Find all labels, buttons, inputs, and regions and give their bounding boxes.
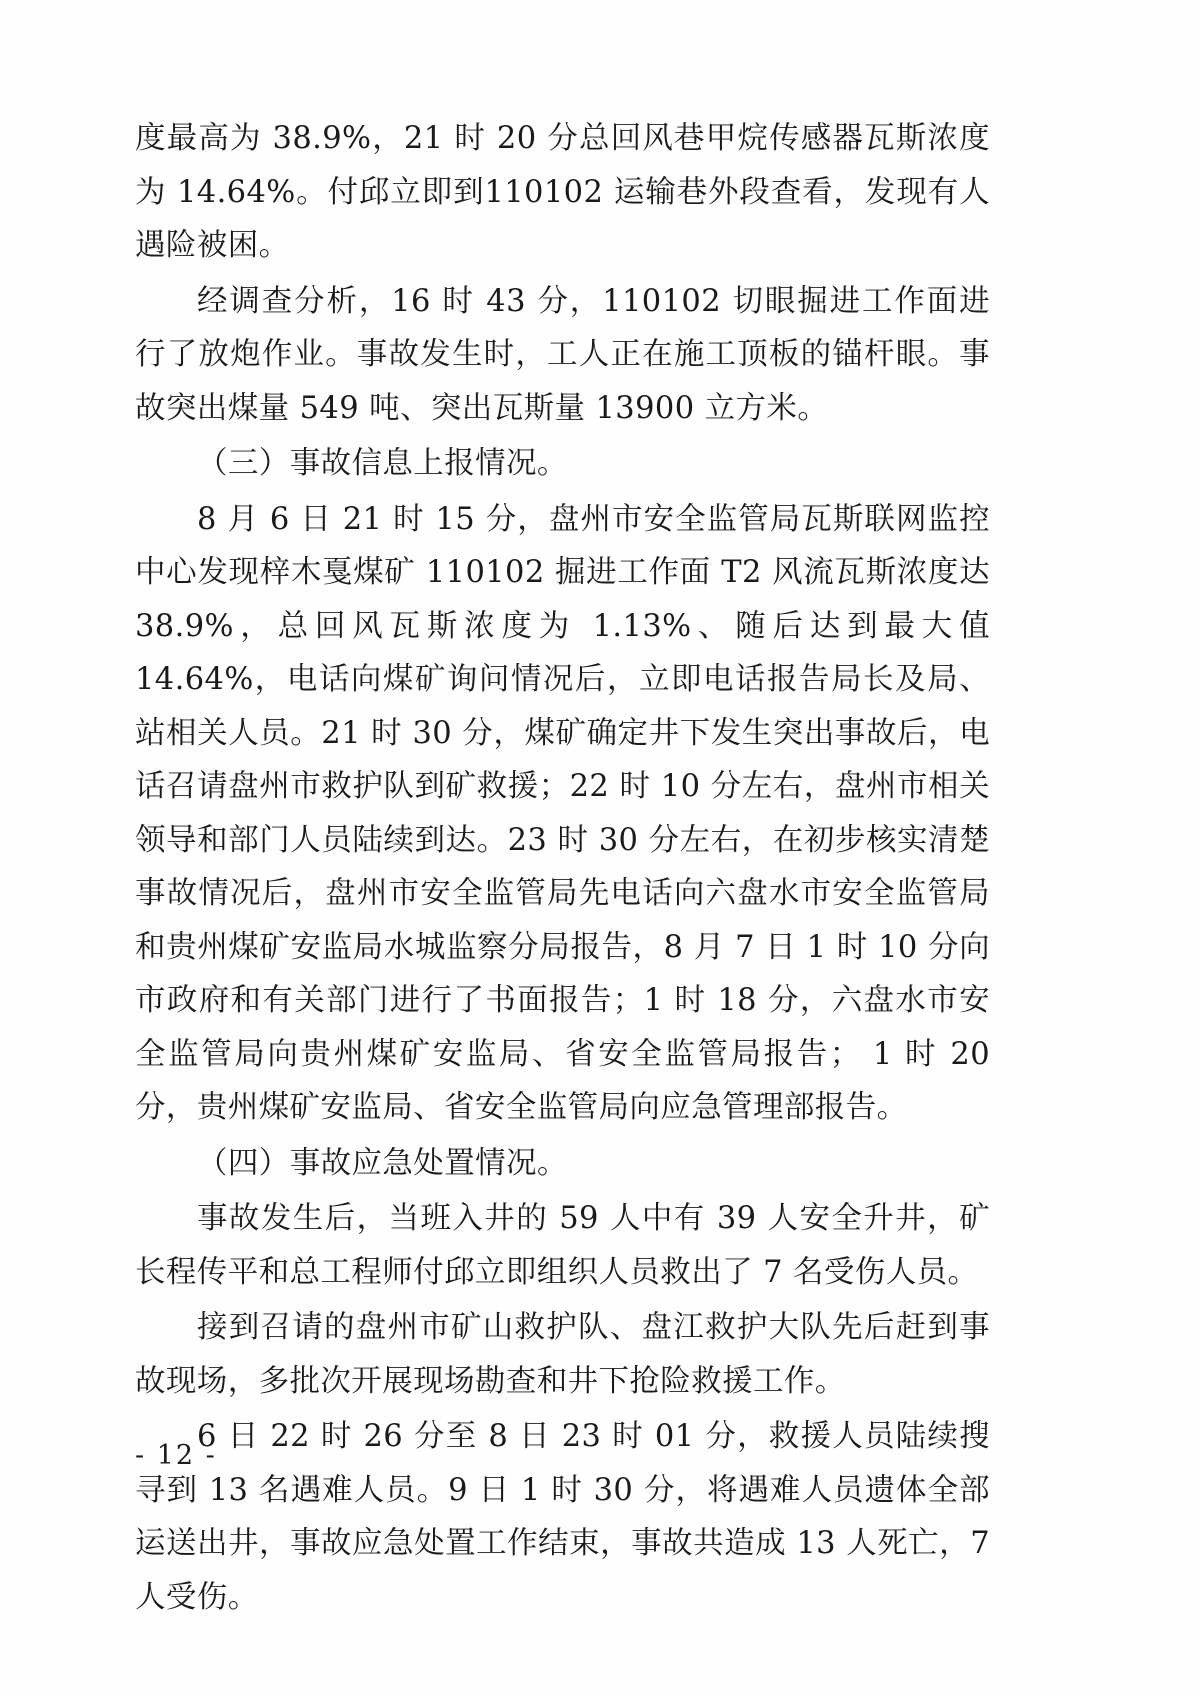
paragraph: 经调查分析，16 时 43 分，110102 切眼掘进工作面进行了放炮作业。事故发生时，工人正在施工顶板的锚杆眼。事故突出煤量 549 吨、突出瓦斯量 13900 立方米。 xyxy=(135,283,990,426)
section-heading: （四）事故应急处置情况。 xyxy=(197,1145,568,1181)
document-body xyxy=(135,112,990,1626)
paragraph: 事故发生后，当班入井的 59 人中有 39 人安全升井，矿长程传平和总工程师付邱立即组织人员救出了 7 名受伤人员。 xyxy=(135,1201,990,1290)
paragraph: 6 日 22 时 26 分至 8 日 23 时 01 分，救援人员陆续搜寻到 13 名遇难人员。9 日 1 时 30 分，将遇难人员遗体全部运送出井，事故应急处置工作结束，事故共造成 13 人死亡，7 人受伤。 xyxy=(135,1419,990,1615)
page-number: - 12 - xyxy=(135,1440,217,1471)
paragraph: 度最高为 38.9%，21 时 20 分总回风巷甲烷传感器瓦斯浓度为 14.64%。付邱立即到110102 运输巷外段查看，发现有人遇险被困。 xyxy=(135,121,990,263)
paragraph: 接到召请的盘州市矿山救护队、盘江救护大队先后赶到事故现场，多批次开展现场勘查和井下抢险救援工作。 xyxy=(135,1310,990,1399)
paragraph: 8 月 6 日 21 时 15 分，盘州市安全监管局瓦斯联网监控中心发现梓木戛煤矿 110102 掘进工作面 T2 风流瓦斯浓度达 38.9%，总回风瓦斯浓度为 1.13%、随后达到最大值 14.64%，电话向煤矿询问情况后，立即电话报告局长及局、站相关人员。21 时 30 分，煤矿确定井下发生突出事故后，电话召请盘州市救护队到矿救援；22 时 10 分左右，盘州市相关领导和部门人员陆续到达。23 时 30 分左右，在初步核实清楚事故情况后，盘州市安全监管局先电话向六盘水市安全监管局和贵州煤矿安监局水城监察分局报告，8 月 7 日 1 时 10 分向市政府和有关部门进行了书面报告；1 时 18 分，六盘水市安全监管局向贵州煤矿安监局、省安全监管局报告； 1 时 20 分，贵州煤矿安监局、省安全监管局向应急管理部报告。 xyxy=(135,501,990,1125)
section-heading: （三）事故信息上报情况。 xyxy=(197,446,568,481)
